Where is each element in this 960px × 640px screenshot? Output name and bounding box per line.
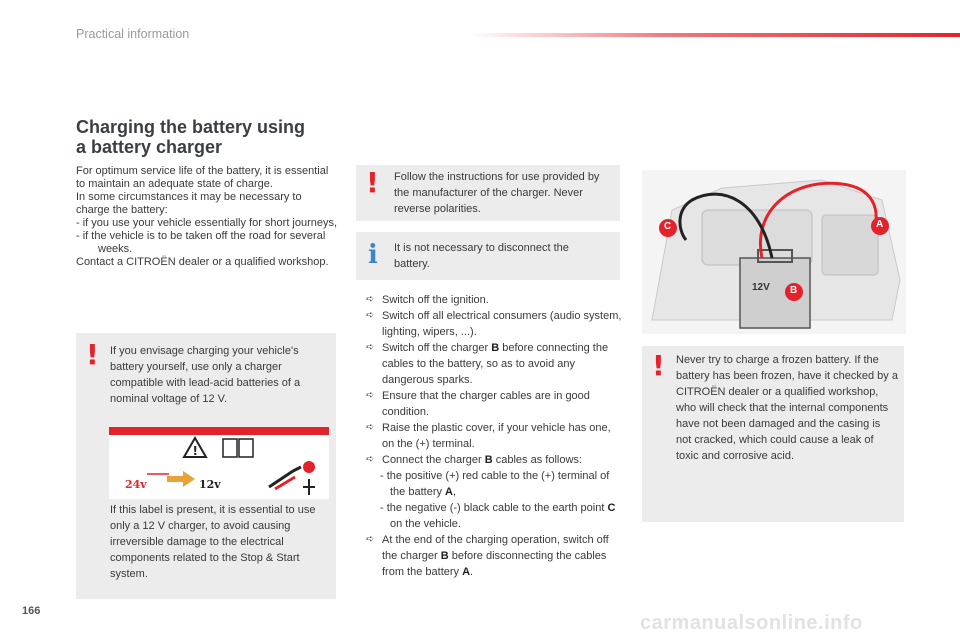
list-item	[366, 420, 622, 452]
diagram-label-a: A	[876, 219, 884, 230]
step-text: .	[470, 566, 474, 578]
clamp-red-icon	[275, 477, 295, 489]
list-item	[366, 532, 622, 580]
step-text: - the negative (-) black cable to the earth point	[380, 502, 608, 514]
intro-text	[76, 165, 338, 269]
engine-drawing	[642, 170, 906, 334]
warning-text: Never try to charge a frozen battery. If the battery has been frozen, have it checked by a CITROËN dealer or a qualified workshop, who will check that the internal components have not been damaged and the casing is not cracked, which could cause a leak of toxic and corrosive acid.	[676, 354, 898, 462]
list-item	[366, 340, 622, 388]
warning-text: Follow the instructions for use provided by the manufacturer of the charger. Never reverse polarities.	[394, 171, 600, 215]
diagram-label-c: C	[664, 221, 672, 232]
step-arrow-icon: ➪	[366, 310, 375, 321]
step-ref: B	[440, 550, 449, 562]
manual-book-icon	[239, 439, 253, 457]
charger-voltage-label: 12V	[752, 282, 770, 293]
intro-paragraph-2: In some circumstances it may be necessary to charge the battery:	[76, 191, 302, 216]
section-title-line2: a battery charger	[76, 137, 223, 157]
step-arrow-icon: ➪	[366, 534, 375, 545]
info-text: It is not necessary to disconnect the battery.	[394, 242, 569, 270]
step-arrow-icon: ➪	[366, 454, 375, 465]
list-item: - if you use your vehicle essentially for short journeys,	[76, 217, 338, 229]
label-voltage-12: 12v	[199, 478, 221, 491]
header-accent-bar	[470, 33, 960, 37]
step-ref: C	[607, 502, 616, 514]
info-box-disconnect	[356, 232, 620, 280]
step-text: At the end of the charging operation, switch off the charger	[382, 534, 609, 562]
step-ref: B	[484, 454, 493, 466]
step-text: on the vehicle.	[390, 518, 461, 530]
step-text: Connect the charger	[382, 454, 485, 466]
step-ref: A	[462, 566, 471, 578]
section-title-line1: Charging the battery using	[76, 117, 306, 137]
warning-box-frozen-battery	[642, 346, 904, 522]
list-item	[366, 292, 622, 308]
label-note-text: If this label is present, it is essential to use only a 12 V charger, to avoid causing irreversible damage to the electrical components related to the Stop & Start system.	[110, 504, 316, 580]
info-icon: i	[368, 240, 378, 270]
warning-icon: !	[652, 349, 665, 382]
step-text: Ensure that the charger cables are in good condition.	[382, 390, 590, 418]
step-text: ,	[453, 486, 457, 498]
step-text: before connecting the cables to the battery, so as to avoid any dangerous sparks.	[382, 342, 609, 386]
section-title	[76, 117, 356, 157]
warning-icon: !	[86, 338, 99, 371]
step-text: Switch off the ignition.	[382, 294, 489, 306]
warning-text: If you envisage charging your vehicle's battery yourself, use only a charger compatible with lead-acid batteries of a nominal voltage of 12 V.	[110, 345, 301, 405]
list-item	[366, 500, 622, 532]
list-item: - if the vehicle is to be taken off the road for several weeks.	[76, 230, 326, 255]
step-text: Raise the plastic cover, if your vehicle has one, on the (+) terminal.	[382, 422, 611, 450]
manual-book-icon	[223, 439, 237, 457]
intro-paragraph-3: Contact a CITROËN dealer or a qualified workshop.	[76, 256, 329, 268]
step-text: Switch off the charger	[382, 342, 492, 354]
step-arrow-icon: ➪	[366, 342, 375, 353]
page-number: 166	[22, 605, 41, 617]
step-arrow-icon: ➪	[366, 390, 375, 401]
step-text: Switch off all electrical consumers (audio system, lighting, wipers, ...).	[382, 310, 622, 338]
caution-mark: !	[192, 444, 198, 458]
step-text: cables as follows:	[492, 454, 582, 466]
page-header-title: Practical information	[76, 27, 190, 41]
step-text: before disconnecting the cables from the battery	[382, 550, 607, 578]
step-text: - the positive (+) red cable to the (+) terminal of the battery	[380, 470, 610, 498]
label-voltage-24: 24v	[125, 478, 147, 491]
terminal-positive-icon	[303, 461, 315, 473]
list-item	[366, 308, 622, 340]
procedure-steps	[366, 292, 622, 580]
warning-box-polarity	[356, 165, 620, 221]
warning-icon: !	[366, 166, 379, 199]
engine-bay-diagram	[642, 170, 906, 334]
stop-start-label-illustration	[109, 427, 329, 499]
step-ref: B	[491, 342, 500, 354]
engine-component	[822, 215, 878, 275]
diagram-label-b: B	[790, 285, 798, 296]
list-item	[366, 452, 622, 468]
step-arrow-icon: ➪	[366, 294, 375, 305]
step-arrow-icon: ➪	[366, 422, 375, 433]
intro-paragraph-1: For optimum service life of the battery, it is essential to maintain an adequate state of charge.	[76, 165, 329, 190]
intro-list	[76, 217, 338, 256]
step-ref: A	[445, 486, 453, 498]
list-item	[366, 388, 622, 420]
watermark: carmanualsonline.info	[640, 612, 863, 634]
list-item	[366, 468, 622, 500]
arrow-right-icon	[167, 471, 195, 487]
